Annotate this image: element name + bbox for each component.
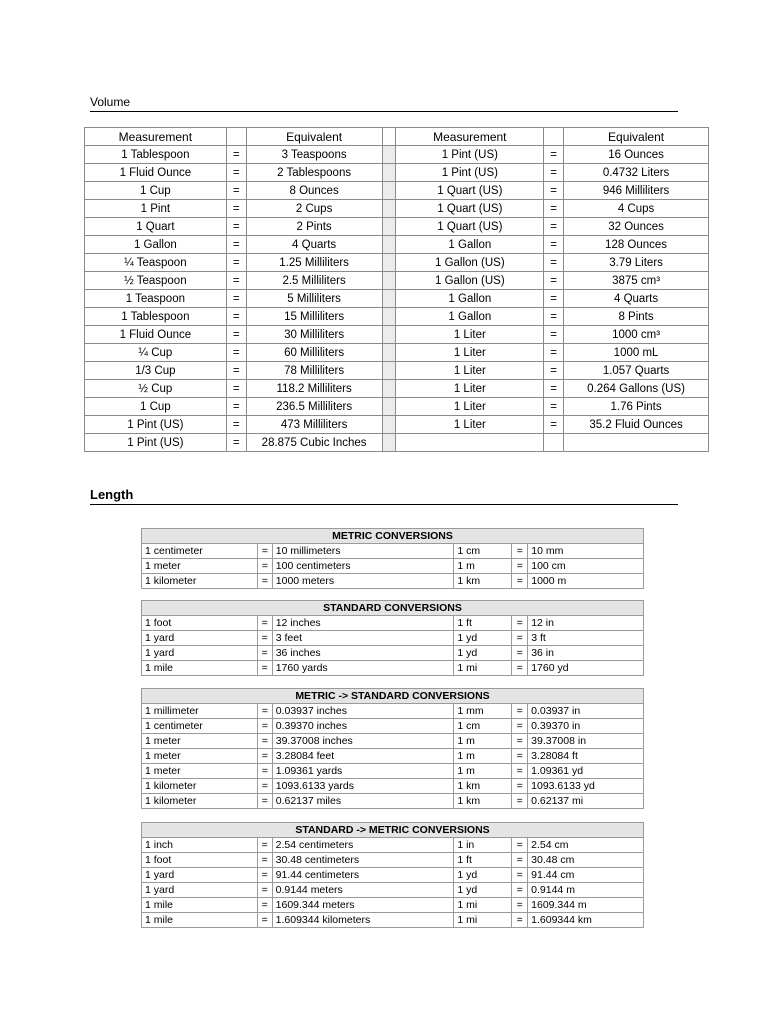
measurement-cell: 1 Pint (US) [396,146,544,164]
column-separator [382,398,396,416]
unit-cell: 1 kilometer [142,794,258,809]
equivalent-cell: 1.057 Quarts [564,362,709,380]
header-measurement: Measurement [396,128,544,146]
equivalent-cell: 28.875 Cubic Inches [246,434,382,452]
equivalent-cell: 473 Milliliters [246,416,382,434]
equals-cell: = [226,380,246,398]
measurement-cell: 1 Gallon [396,290,544,308]
column-separator [382,164,396,182]
equals-cell: = [226,398,246,416]
measurement-cell: 1 Liter [396,416,544,434]
volume-row [85,308,709,326]
equivalent-cell: 1.25 Milliliters [246,254,382,272]
equivalent-cell: 1.76 Pints [564,398,709,416]
abbr-value-cell: 0.03937 in [528,704,644,719]
equals-cell: = [544,416,564,434]
equivalent-cell: 60 Milliliters [246,344,382,362]
abbr-unit-cell: 1 yd [454,868,512,883]
abbr-unit-cell: 1 cm [454,544,512,559]
value-cell: 0.03937 inches [272,704,454,719]
column-separator [382,254,396,272]
equivalent-cell: 8 Pints [564,308,709,326]
equivalent-cell: 35.2 Fluid Ounces [564,416,709,434]
measurement-cell: 1 Gallon [396,236,544,254]
conversion-table-title: STANDARD CONVERSIONS [142,601,644,616]
measurement-cell: 1 Quart (US) [396,200,544,218]
equals-cell: = [257,913,272,928]
conversion-row [142,646,644,661]
equivalent-cell: 946 Milliliters [564,182,709,200]
column-separator [382,236,396,254]
unit-cell: 1 mile [142,898,258,913]
equivalent-cell: 2 Tablespoons [246,164,382,182]
unit-cell: 1 meter [142,764,258,779]
equals-cell: = [512,898,528,913]
equals-cell: = [226,218,246,236]
volume-row [85,236,709,254]
measurement-cell: ½ Teaspoon [85,272,227,290]
volume-row [85,200,709,218]
volume-row [85,272,709,290]
abbr-value-cell: 10 mm [528,544,644,559]
conversion-row [142,838,644,853]
header-equivalent: Equivalent [246,128,382,146]
equivalent-cell: 3.79 Liters [564,254,709,272]
measurement-cell: 1 Quart (US) [396,182,544,200]
abbr-unit-cell: 1 mi [454,898,512,913]
abbr-value-cell: 1609.344 m [528,898,644,913]
equals-cell: = [544,290,564,308]
equals-cell: = [544,308,564,326]
value-cell: 1000 meters [272,574,454,589]
value-cell: 39.37008 inches [272,734,454,749]
metric-to-standard-table [141,688,644,809]
equals-cell: = [226,416,246,434]
equals-cell: = [257,734,272,749]
abbr-value-cell: 1.09361 yd [528,764,644,779]
unit-cell: 1 centimeter [142,544,258,559]
measurement-cell: 1 Cup [85,398,227,416]
equals-cell: = [512,734,528,749]
equals-cell: = [257,616,272,631]
measurement-cell: 1 Liter [396,344,544,362]
equals-cell: = [544,362,564,380]
equals-cell: = [257,898,272,913]
measurement-cell: 1 Gallon [396,308,544,326]
value-cell: 0.9144 meters [272,883,454,898]
abbr-unit-cell: 1 in [454,838,512,853]
equals-cell: = [257,661,272,676]
equivalent-cell: 2.5 Milliliters [246,272,382,290]
equals-cell: = [544,146,564,164]
equivalent-cell [564,434,709,452]
conversion-row [142,913,644,928]
conversion-row [142,734,644,749]
measurement-cell: 1 Fluid Ounce [85,326,227,344]
equals-cell: = [544,398,564,416]
equals-cell: = [257,631,272,646]
measurement-cell: ¼ Teaspoon [85,254,227,272]
equivalent-cell: 8 Ounces [246,182,382,200]
equals-cell: = [544,380,564,398]
equals-cell: = [512,719,528,734]
unit-cell: 1 inch [142,838,258,853]
standard-conversions-table [141,600,644,676]
value-cell: 1.09361 yards [272,764,454,779]
equals-cell [544,434,564,452]
unit-cell: 1 meter [142,559,258,574]
equals-cell: = [512,764,528,779]
equivalent-cell: 1000 cm³ [564,326,709,344]
equals-cell: = [512,646,528,661]
equals-cell: = [257,574,272,589]
measurement-cell: 1 Pint (US) [85,434,227,452]
abbr-value-cell: 12 in [528,616,644,631]
value-cell: 12 inches [272,616,454,631]
equals-cell: = [257,868,272,883]
volume-row [85,344,709,362]
conversion-row [142,853,644,868]
header-measurement: Measurement [85,128,227,146]
conversion-row [142,898,644,913]
measurement-cell: ½ Cup [85,380,227,398]
metric-conversions-table [141,528,644,589]
abbr-unit-cell: 1 mm [454,704,512,719]
value-cell: 1.609344 kilometers [272,913,454,928]
unit-cell: 1 foot [142,853,258,868]
abbr-value-cell: 39.37008 in [528,734,644,749]
column-separator [382,200,396,218]
abbr-value-cell: 0.9144 m [528,883,644,898]
abbr-value-cell: 1.609344 km [528,913,644,928]
equals-cell: = [512,868,528,883]
equivalent-cell: 3 Teaspoons [246,146,382,164]
equivalent-cell: 236.5 Milliliters [246,398,382,416]
volume-conversion-table [84,127,709,452]
value-cell: 36 inches [272,646,454,661]
conversion-row [142,764,644,779]
equivalent-cell: 4 Quarts [564,290,709,308]
volume-row [85,326,709,344]
unit-cell: 1 yard [142,868,258,883]
abbr-unit-cell: 1 km [454,794,512,809]
column-separator [382,362,396,380]
column-separator [382,182,396,200]
abbr-value-cell: 30.48 cm [528,853,644,868]
value-cell: 91.44 centimeters [272,868,454,883]
equals-cell: = [544,272,564,290]
abbr-unit-cell: 1 mi [454,913,512,928]
abbr-value-cell: 1093.6133 yd [528,779,644,794]
equals-cell: = [512,574,528,589]
measurement-cell: 1 Pint [85,200,227,218]
equivalent-cell: 0.4732 Liters [564,164,709,182]
equivalent-cell: 5 Milliliters [246,290,382,308]
value-cell: 0.62137 miles [272,794,454,809]
conversion-row [142,661,644,676]
equivalent-cell: 2 Pints [246,218,382,236]
equals-cell: = [226,308,246,326]
abbr-value-cell: 2.54 cm [528,838,644,853]
unit-cell: 1 kilometer [142,574,258,589]
equivalent-cell: 3875 cm³ [564,272,709,290]
value-cell: 3.28084 feet [272,749,454,764]
volume-row [85,362,709,380]
abbr-value-cell: 0.62137 mi [528,794,644,809]
conversion-row [142,779,644,794]
measurement-cell: 1 Quart (US) [396,218,544,236]
equals-cell: = [512,704,528,719]
conversion-row [142,719,644,734]
unit-cell: 1 yard [142,883,258,898]
unit-cell: 1 kilometer [142,779,258,794]
measurement-cell: 1 Tablespoon [85,308,227,326]
equivalent-cell: 128 Ounces [564,236,709,254]
value-cell: 2.54 centimeters [272,838,454,853]
column-separator [382,290,396,308]
equals-cell: = [512,661,528,676]
column-separator [382,416,396,434]
abbr-value-cell: 1760 yd [528,661,644,676]
conversion-row [142,794,644,809]
value-cell: 1760 yards [272,661,454,676]
equals-cell: = [544,182,564,200]
equals-cell: = [544,164,564,182]
unit-cell: 1 yard [142,631,258,646]
equivalent-cell: 30 Milliliters [246,326,382,344]
measurement-cell: 1 Fluid Ounce [85,164,227,182]
header-equals [544,128,564,146]
equals-cell: = [544,218,564,236]
column-separator [382,128,396,146]
volume-row [85,416,709,434]
measurement-cell: 1 Liter [396,326,544,344]
measurement-cell: 1 Liter [396,362,544,380]
conversion-row [142,704,644,719]
volume-row [85,434,709,452]
value-cell: 1609.344 meters [272,898,454,913]
measurement-cell: 1 Liter [396,380,544,398]
volume-row [85,182,709,200]
value-cell: 3 feet [272,631,454,646]
conversion-row [142,631,644,646]
equals-cell: = [512,838,528,853]
header-equals [226,128,246,146]
equals-cell: = [257,704,272,719]
column-separator [382,308,396,326]
column-separator [382,434,396,452]
equivalent-cell: 118.2 Milliliters [246,380,382,398]
volume-row [85,218,709,236]
conversion-table-title: STANDARD -> METRIC CONVERSIONS [142,823,644,838]
abbr-value-cell: 3.28084 ft [528,749,644,764]
equals-cell: = [257,883,272,898]
volume-header-row [85,128,709,146]
abbr-unit-cell: 1 m [454,749,512,764]
equals-cell: = [257,646,272,661]
abbr-unit-cell: 1 yd [454,646,512,661]
equivalent-cell: 0.264 Gallons (US) [564,380,709,398]
abbr-unit-cell: 1 m [454,559,512,574]
conversion-row [142,574,644,589]
measurement-cell: 1/3 Cup [85,362,227,380]
equivalent-cell: 15 Milliliters [246,308,382,326]
column-separator [382,344,396,362]
equals-cell: = [512,913,528,928]
measurement-cell: 1 Pint (US) [85,416,227,434]
abbr-unit-cell: 1 yd [454,883,512,898]
column-separator [382,218,396,236]
equals-cell: = [226,290,246,308]
unit-cell: 1 millimeter [142,704,258,719]
equals-cell: = [512,559,528,574]
equals-cell: = [512,779,528,794]
abbr-value-cell: 100 cm [528,559,644,574]
equals-cell: = [544,200,564,218]
equals-cell: = [257,559,272,574]
value-cell: 30.48 centimeters [272,853,454,868]
equals-cell: = [226,434,246,452]
abbr-value-cell: 0.39370 in [528,719,644,734]
equals-cell: = [257,794,272,809]
measurement-cell: 1 Gallon (US) [396,272,544,290]
equals-cell: = [226,326,246,344]
value-cell: 0.39370 inches [272,719,454,734]
equals-cell: = [512,853,528,868]
abbr-value-cell: 1000 m [528,574,644,589]
unit-cell: 1 meter [142,749,258,764]
conversion-table-title: METRIC -> STANDARD CONVERSIONS [142,689,644,704]
equals-cell: = [257,749,272,764]
abbr-unit-cell: 1 cm [454,719,512,734]
equals-cell: = [544,344,564,362]
equals-cell: = [512,544,528,559]
equivalent-cell: 4 Quarts [246,236,382,254]
conversion-row [142,544,644,559]
value-cell: 1093.6133 yards [272,779,454,794]
equals-cell: = [512,616,528,631]
volume-row [85,290,709,308]
equivalent-cell: 2 Cups [246,200,382,218]
unit-cell: 1 centimeter [142,719,258,734]
unit-cell: 1 foot [142,616,258,631]
equals-cell: = [257,544,272,559]
conversion-row [142,616,644,631]
abbr-unit-cell: 1 km [454,574,512,589]
abbr-value-cell: 36 in [528,646,644,661]
abbr-unit-cell: 1 mi [454,661,512,676]
abbr-unit-cell: 1 yd [454,631,512,646]
volume-row [85,398,709,416]
conversion-row [142,883,644,898]
unit-cell: 1 mile [142,661,258,676]
equals-cell: = [226,164,246,182]
measurement-cell: 1 Liter [396,398,544,416]
equals-cell: = [226,272,246,290]
column-separator [382,146,396,164]
volume-row [85,146,709,164]
measurement-cell: 1 Pint (US) [396,164,544,182]
equals-cell: = [257,853,272,868]
equals-cell: = [257,764,272,779]
conversion-row [142,559,644,574]
measurement-cell: 1 Gallon (US) [396,254,544,272]
unit-cell: 1 meter [142,734,258,749]
measurement-cell: 1 Tablespoon [85,146,227,164]
column-separator [382,326,396,344]
conversion-table-title: METRIC CONVERSIONS [142,529,644,544]
abbr-unit-cell: 1 m [454,734,512,749]
measurement-cell: 1 Cup [85,182,227,200]
conversion-row [142,868,644,883]
measurement-cell: 1 Teaspoon [85,290,227,308]
equals-cell: = [226,200,246,218]
equivalent-cell: 78 Milliliters [246,362,382,380]
volume-section-title: Volume [90,94,678,112]
header-equivalent: Equivalent [564,128,709,146]
conversion-row [142,749,644,764]
measurement-cell: ¼ Cup [85,344,227,362]
abbr-value-cell: 91.44 cm [528,868,644,883]
equals-cell: = [512,749,528,764]
equivalent-cell: 16 Ounces [564,146,709,164]
value-cell: 10 millimeters [272,544,454,559]
equals-cell: = [512,883,528,898]
length-section-title: Length [90,487,678,505]
equals-cell: = [544,236,564,254]
standard-to-metric-table [141,822,644,928]
unit-cell: 1 yard [142,646,258,661]
column-separator [382,272,396,290]
value-cell: 100 centimeters [272,559,454,574]
abbr-value-cell: 3 ft [528,631,644,646]
equals-cell: = [257,719,272,734]
equals-cell: = [257,838,272,853]
equals-cell: = [226,344,246,362]
abbr-unit-cell: 1 ft [454,616,512,631]
equivalent-cell: 1000 mL [564,344,709,362]
abbr-unit-cell: 1 km [454,779,512,794]
equals-cell: = [544,254,564,272]
abbr-unit-cell: 1 ft [454,853,512,868]
column-separator [382,380,396,398]
equivalent-cell: 32 Ounces [564,218,709,236]
measurement-cell: 1 Gallon [85,236,227,254]
equals-cell: = [226,362,246,380]
equals-cell: = [226,182,246,200]
volume-row [85,380,709,398]
equals-cell: = [226,146,246,164]
volume-row [85,164,709,182]
unit-cell: 1 mile [142,913,258,928]
measurement-cell [396,434,544,452]
equals-cell: = [226,254,246,272]
equals-cell: = [512,631,528,646]
equivalent-cell: 4 Cups [564,200,709,218]
volume-row [85,254,709,272]
abbr-unit-cell: 1 m [454,764,512,779]
equals-cell: = [226,236,246,254]
equals-cell: = [544,326,564,344]
measurement-cell: 1 Quart [85,218,227,236]
equals-cell: = [512,794,528,809]
equals-cell: = [257,779,272,794]
